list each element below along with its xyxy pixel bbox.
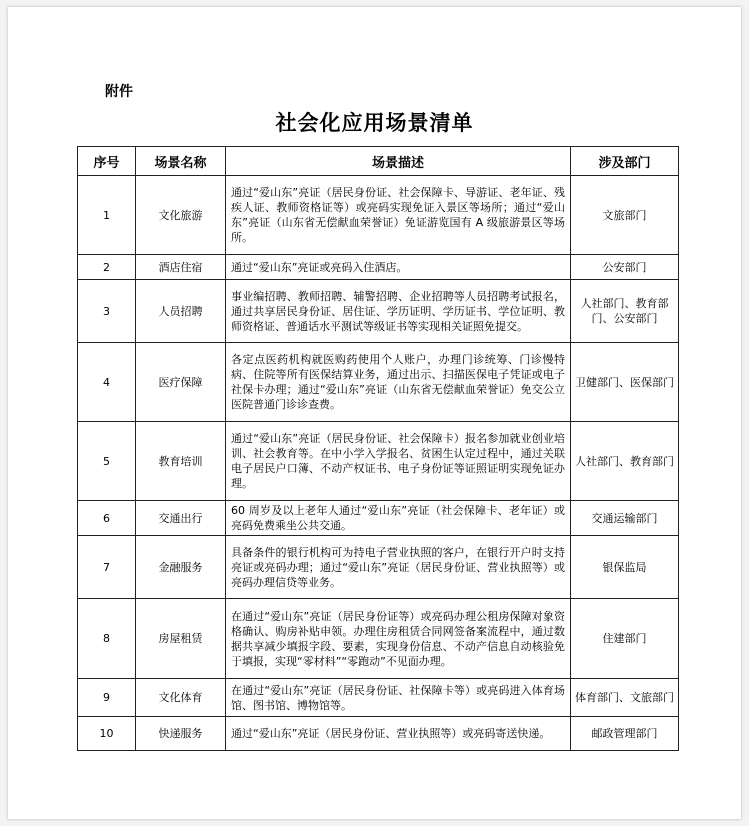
table-row	[78, 255, 679, 280]
departments: 人社部门、教育部门	[571, 422, 679, 501]
header-scenario-description: 场景描述	[226, 147, 571, 176]
row-number: 8	[78, 599, 136, 679]
row-number: 5	[78, 422, 136, 501]
document-title: 社会化应用场景清单	[275, 111, 474, 135]
scenario-name: 房屋租赁	[136, 599, 226, 679]
scenario-name: 酒店住宿	[136, 255, 226, 280]
scenario-name: 交通出行	[136, 501, 226, 536]
scenario-name: 文化体育	[136, 679, 226, 717]
table-row	[78, 599, 679, 679]
row-number: 1	[78, 176, 136, 255]
table-row	[78, 679, 679, 717]
scenario-table	[77, 146, 679, 751]
attachment-label: 附件	[105, 84, 133, 100]
table-row	[78, 536, 679, 599]
scenario-description: 通过“爱山东”亮证（居民身份证、社会保障卡）报名参加就业创业培训、社会教育等。在中小学入学报名、贫困生认定过程中，通过关联电子居民户口簿、不动产权证书、电子身份证等证照证明实现免证办理。	[226, 422, 571, 501]
header-departments: 涉及部门	[571, 147, 679, 176]
departments: 体育部门、文旅部门	[571, 679, 679, 717]
scenario-name: 金融服务	[136, 536, 226, 599]
departments: 交通运输部门	[571, 501, 679, 536]
row-number: 3	[78, 280, 136, 343]
departments: 人社部门、教育部门、公安部门	[571, 280, 679, 343]
scenario-description: 通过“爱山东”亮证或亮码入住酒店。	[226, 255, 571, 280]
row-number: 4	[78, 343, 136, 422]
scenario-description: 事业编招聘、教师招聘、辅警招聘、企业招聘等人员招聘考试报名，通过共享居民身份证、居住证、学历证明、学历证书、学位证明、教师资格证、普通话水平测试等级证书等实现相关证照免提交。	[226, 280, 571, 343]
table-row	[78, 717, 679, 751]
scenario-name: 教育培训	[136, 422, 226, 501]
scenario-name: 文化旅游	[136, 176, 226, 255]
departments: 邮政管理部门	[571, 717, 679, 751]
scenario-name: 快递服务	[136, 717, 226, 751]
scenario-description: 具备条件的银行机构可为持电子营业执照的客户，在银行开户时支持亮证或亮码办理；通过“爱山东”亮证（居民身份证、营业执照等）或亮码办理信贷等业务。	[226, 536, 571, 599]
document-page	[8, 7, 741, 819]
row-number: 7	[78, 536, 136, 599]
departments: 住建部门	[571, 599, 679, 679]
header-scenario-name: 场景名称	[136, 147, 226, 176]
departments: 银保监局	[571, 536, 679, 599]
scenario-description: 在通过“爱山东”亮证（居民身份证等）或亮码办理公租房保障对象资格确认、购房补贴申领。办理住房租赁合同网签备案流程中，通过数据共享减少填报字段、要素，实现身份信息、不动产信息自动核验免于填报，实现“零材料”“零跑动”不见面办理。	[226, 599, 571, 679]
row-number: 2	[78, 255, 136, 280]
scenario-name: 人员招聘	[136, 280, 226, 343]
scenario-description: 各定点医药机构就医购药使用个人账户，办理门诊统筹、门诊慢特病、住院等所有医保结算业务，通过出示、扫描医保电子凭证或电子社保卡办理；通过“爱山东”亮证（山东省无偿献血荣誉证）免交公立医院普通门诊诊查费。	[226, 343, 571, 422]
scenario-description: 通过“爱山东”亮证（居民身份证、社会保障卡、导游证、老年证、残疾人证、教师资格证等）或亮码实现免证入景区等场所；通过“爱山东”亮证（山东省无偿献血荣誉证）免证游览国有 A 级旅游景区等场所。	[226, 176, 571, 255]
row-number: 6	[78, 501, 136, 536]
header-number: 序号	[78, 147, 136, 176]
departments: 卫健部门、医保部门	[571, 343, 679, 422]
table-row	[78, 176, 679, 255]
row-number: 9	[78, 679, 136, 717]
scenario-description: 60 周岁及以上老年人通过“爱山东”亮证（社会保障卡、老年证）或亮码免费乘坐公共交通。	[226, 501, 571, 536]
table-header-row	[78, 147, 679, 176]
scenario-description: 通过“爱山东”亮证（居民身份证、营业执照等）或亮码寄送快递。	[226, 717, 571, 751]
departments: 文旅部门	[571, 176, 679, 255]
scenario-name: 医疗保障	[136, 343, 226, 422]
row-number: 10	[78, 717, 136, 751]
table-row	[78, 501, 679, 536]
scenario-description: 在通过“爱山东”亮证（居民身份证、社保障卡等）或亮码进入体育场馆、图书馆、博物馆等。	[226, 679, 571, 717]
departments: 公安部门	[571, 255, 679, 280]
table-row	[78, 343, 679, 422]
table-row	[78, 280, 679, 343]
table-row	[78, 422, 679, 501]
